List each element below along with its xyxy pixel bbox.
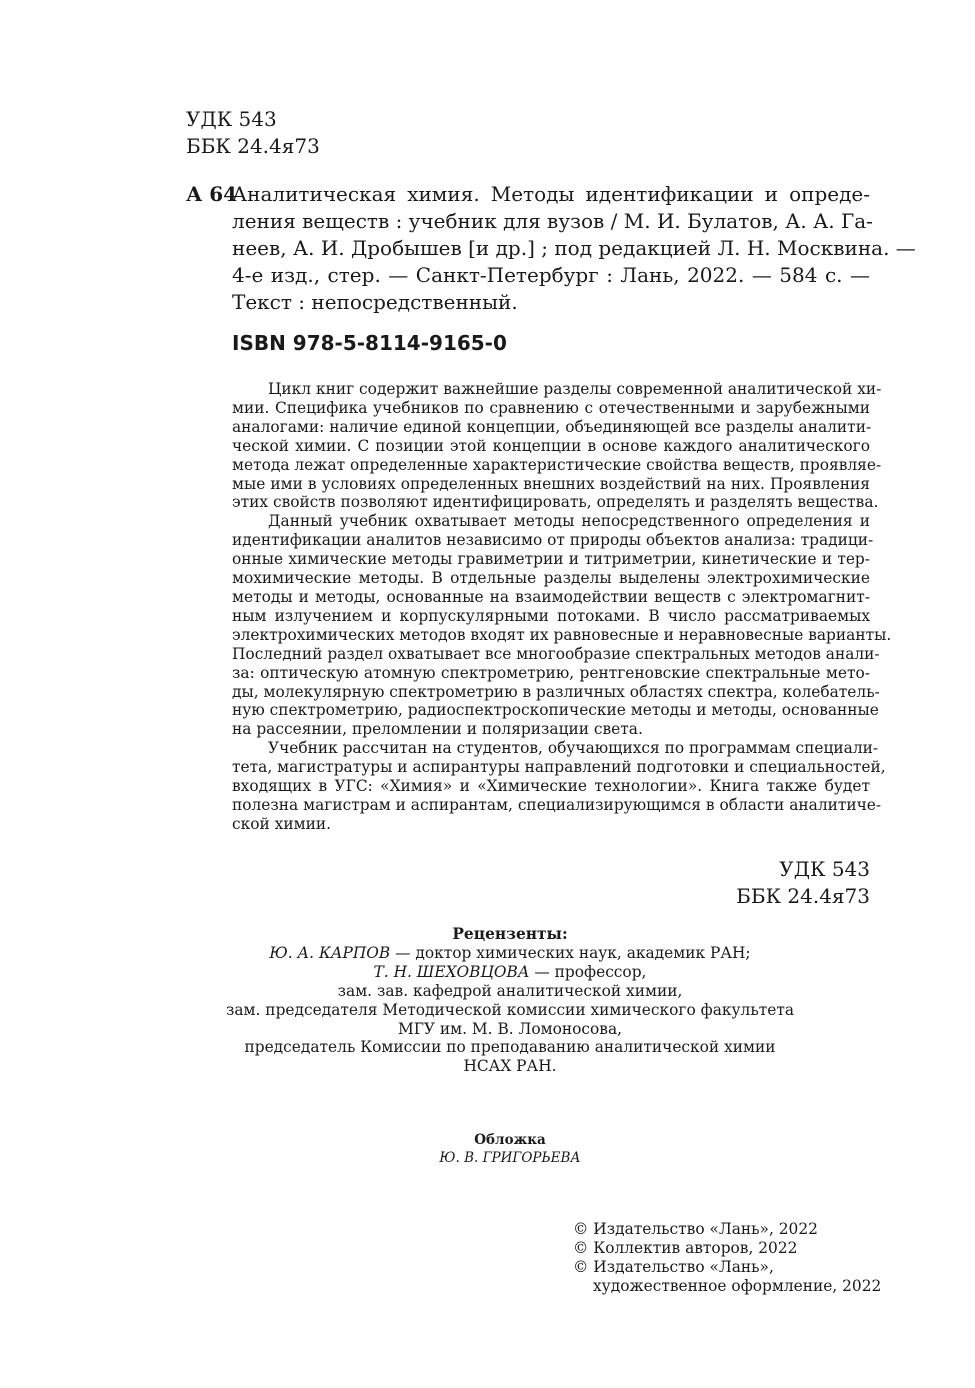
classification-right: [736, 856, 870, 910]
classification-top: [186, 106, 320, 160]
abstract-line: Последний раздел охватывает все многообразие спектральных методов анали-: [232, 644, 880, 663]
reviewer-1-name: Ю. А. КАРПОВ: [269, 943, 391, 962]
abstract-line: за: оптическую атомную спектрометрию, рентгеновские спектральные мето-: [232, 663, 870, 682]
catalog-line: неев, А. И. Дробышев [и др.] ; под редакцией Л. Н. Москвина. —: [232, 236, 916, 260]
bbk-code: ББК 24.4я73: [736, 884, 870, 908]
abstract-line: ным излучением и корпускулярными потоками. В число рассматриваемых: [232, 606, 870, 625]
abstract-line: мии. Специфика учебников по сравнению с отечественными и зарубежными: [232, 398, 870, 417]
abstract-line: на рассеянии, преломлении и поляризации света.: [232, 720, 643, 739]
reviewer-1: [186, 944, 834, 963]
abstract-line: входящих в УГС: «Химия» и «Химические технологии». Книга также будет: [232, 777, 870, 796]
abstract-line: идентификации аналитов независимо от природы объектов анализа: традици-: [232, 531, 874, 550]
reviewer-line: зам. председателя Методической комиссии химического факультета: [225, 1000, 795, 1019]
copyright-block: [573, 1220, 881, 1296]
catalog-line: Аналитическая химия. Методы идентификации и опреде-: [232, 182, 870, 206]
reviewer-2-desc: — профессор,: [529, 962, 647, 981]
abstract-line: ческой химии. С позиции этой концепции в основе каждого аналитического: [232, 436, 870, 455]
reviewer-line: председатель Комиссии по преподаванию аналитической химии: [244, 1038, 776, 1057]
abstract-line: метода лежат определенные характеристические свойства веществ, проявляе-: [232, 455, 882, 474]
reviewers: [186, 925, 834, 1076]
reviewers-heading: Рецензенты:: [452, 925, 568, 943]
abstract-line: ную спектрометрию, радиоспектроскопические методы и методы, основанные: [232, 701, 879, 720]
reviewer-line: МГУ им. М. В. Ломоносова,: [397, 1019, 623, 1038]
reviewer-1-desc: — доктор химических наук, академик РАН;: [390, 943, 751, 962]
abstract-line: электрохимических методов входят их равновесные и неравновесные варианты.: [232, 625, 892, 644]
catalog-line: Текст : непосредственный.: [232, 290, 518, 314]
udk-code: УДК 543: [779, 857, 870, 881]
catalog-line: 4-е изд., стер. — Санкт-Петербург : Лань, 2022. — 584 с. —: [232, 263, 870, 287]
abstract-line: этих свойств позволяют идентифицировать, определять и разделять вещества.: [232, 493, 879, 512]
abstract-line: Цикл книг содержит важнейшие разделы современной аналитической хи-: [268, 380, 882, 398]
abstract-line: ды, молекулярную спектрометрию в различных областях спектра, колебатель-: [232, 682, 880, 701]
cover-credit: [186, 1131, 834, 1167]
cover-designer: Ю. В. ГРИГОРЬЕВА: [439, 1150, 581, 1166]
abstract-line: полезна магистрам и аспирантам, специализирующимся в области аналитиче-: [232, 795, 882, 814]
reviewer-line: НСАХ РАН.: [463, 1057, 557, 1076]
copyright-line: © Издательство «Лань»,: [573, 1257, 774, 1276]
abstract-line: мохимические методы. В отдельные разделы выделены электрохимические: [232, 569, 870, 588]
copyright-line: © Коллектив авторов, 2022: [573, 1238, 798, 1257]
abstract-line: Учебник рассчитан на студентов, обучающихся по программам специали-: [268, 739, 879, 758]
reviewer-line: зам. зав. кафедрой аналитической химии,: [337, 981, 683, 1000]
abstract-line: аналогами: наличие единой концепции, объединяющей все разделы аналити-: [232, 417, 872, 436]
copyright-line: © Издательство «Лань», 2022: [573, 1220, 818, 1238]
abstract: [232, 380, 892, 834]
udk-code: УДК 543: [186, 107, 277, 131]
abstract-line: онные химические методы гравиметрии и титриметрии, кинетические и тер-: [232, 550, 870, 569]
catalog-code: А 64: [186, 182, 238, 206]
bbk-code: ББК 24.4я73: [186, 134, 320, 158]
abstract-line: мые ими в условиях определенных внешних воздействий на них. Проявления: [232, 474, 870, 493]
catalog-line: ления веществ : учебник для вузов / М. И. Булатов, А. А. Га-: [232, 209, 873, 233]
abstract-line: тета, магистратуры и аспирантуры направлений подготовки и специальностей,: [232, 758, 886, 777]
abstract-line: методы и методы, основанные на взаимодействии веществ с электромагнит-: [232, 587, 870, 606]
reviewer-2-name: Т. Н. ШЕХОВЦОВА: [373, 962, 530, 981]
copyright-line: художественное оформление, 2022: [593, 1276, 882, 1295]
isbn: ISBN 978-5-8114-9165-0: [232, 331, 507, 355]
catalog-entry: [232, 181, 916, 316]
abstract-line: ской химии.: [232, 814, 331, 833]
abstract-line: Данный учебник охватывает методы непосредственного определения и: [268, 512, 870, 531]
reviewer-2: [186, 963, 834, 982]
cover-heading: Обложка: [474, 1132, 546, 1148]
